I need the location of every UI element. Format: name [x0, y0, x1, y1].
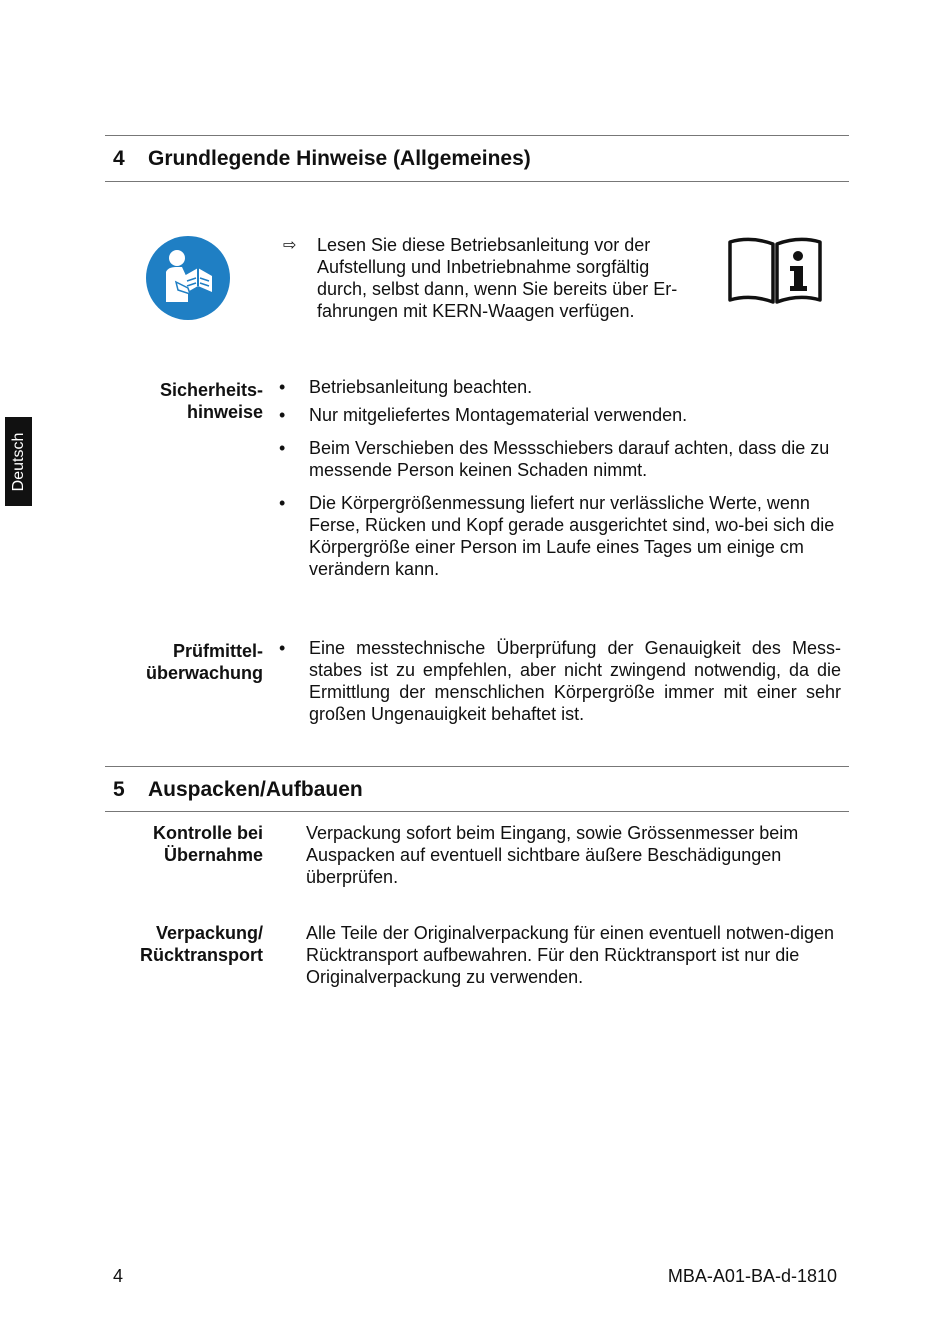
section-5-heading: [113, 777, 363, 803]
check-on-receipt-label: Kontrolle bei Übernahme: [152, 823, 263, 865]
safety-notes-list: [277, 376, 842, 591]
section-4-number: 4: [113, 147, 125, 170]
section-4-heading: [113, 146, 531, 172]
monitoring-list: [277, 637, 841, 736]
list-item: • Eine messtechnische Überprüfung der Genauigkeit des Mess-stabes ist zu empfehlen, aber nicht zwingend notwendig, da die Ermittlung der menschlichen Körpergröße immer mit einer sehr großen Ungenauigkeit behaftet ist.: [277, 637, 841, 725]
document-id: MBA-A01-BA-d-1810: [667, 1266, 837, 1286]
list-item: • Beim Verschieben des Messschiebers darauf achten, dass die zu messende Person keinen Schaden nimmt.: [277, 437, 842, 481]
manual-info-book-icon: [727, 236, 823, 306]
language-tab-label: Deutsch: [9, 432, 27, 491]
list-item: • Die Körpergrößenmessung liefert nur verlässliche Werte, wenn Ferse, Rücken und Kopf gerade ausgerichtet sind, wo-bei sich die Körpergröße einer Person im Laufe eines Tages um einige cm verändern kann.: [277, 492, 842, 580]
check-on-receipt-text: Verpackung sofort beim Eingang, sowie Grössenmesser beim Auspacken auf eventuell sichtbare äußere Beschädigungen überprüfen.: [306, 823, 799, 887]
page-number: 4: [113, 1266, 124, 1286]
list-item: • Betriebsanleitung beachten.: [277, 376, 842, 398]
intro-text: Lesen Sie diese Betriebsanleitung vor der Aufstellung und Inbetriebnahme sorgfältig durch, selbst dann, wenn Sie bereits über Er-fahrungen mit KERN-Waagen verfügen.: [317, 235, 678, 321]
section-4-bottom-rule: [105, 181, 849, 182]
section-5-bottom-rule: [105, 811, 849, 812]
read-manual-mandatory-icon: [146, 236, 230, 320]
language-tab: [5, 417, 32, 506]
section-5-title: Auspacken/Aufbauen: [148, 778, 363, 801]
section-5-number: 5: [113, 778, 125, 801]
packaging-label: Verpackung/ Rücktransport: [139, 923, 263, 965]
safety-notes-label: Sicherheits- hinweise: [159, 380, 263, 422]
list-item: • Nur mitgeliefertes Montagematerial verwenden.: [277, 404, 842, 426]
section-5-top-rule: [105, 766, 849, 767]
section-4-top-rule: [105, 135, 849, 136]
packaging-text: Alle Teile der Originalverpackung für einen eventuell notwen-digen Rücktransport aufbewahren. Für den Rücktransport ist nur die Originalverpackung zu verwenden.: [306, 923, 834, 987]
intro-arrow-icon: ⇨: [283, 237, 297, 254]
section-4-title: Grundlegende Hinweise (Allgemeines): [148, 147, 531, 170]
monitoring-label: Prüfmittel- überwachung: [145, 641, 263, 683]
